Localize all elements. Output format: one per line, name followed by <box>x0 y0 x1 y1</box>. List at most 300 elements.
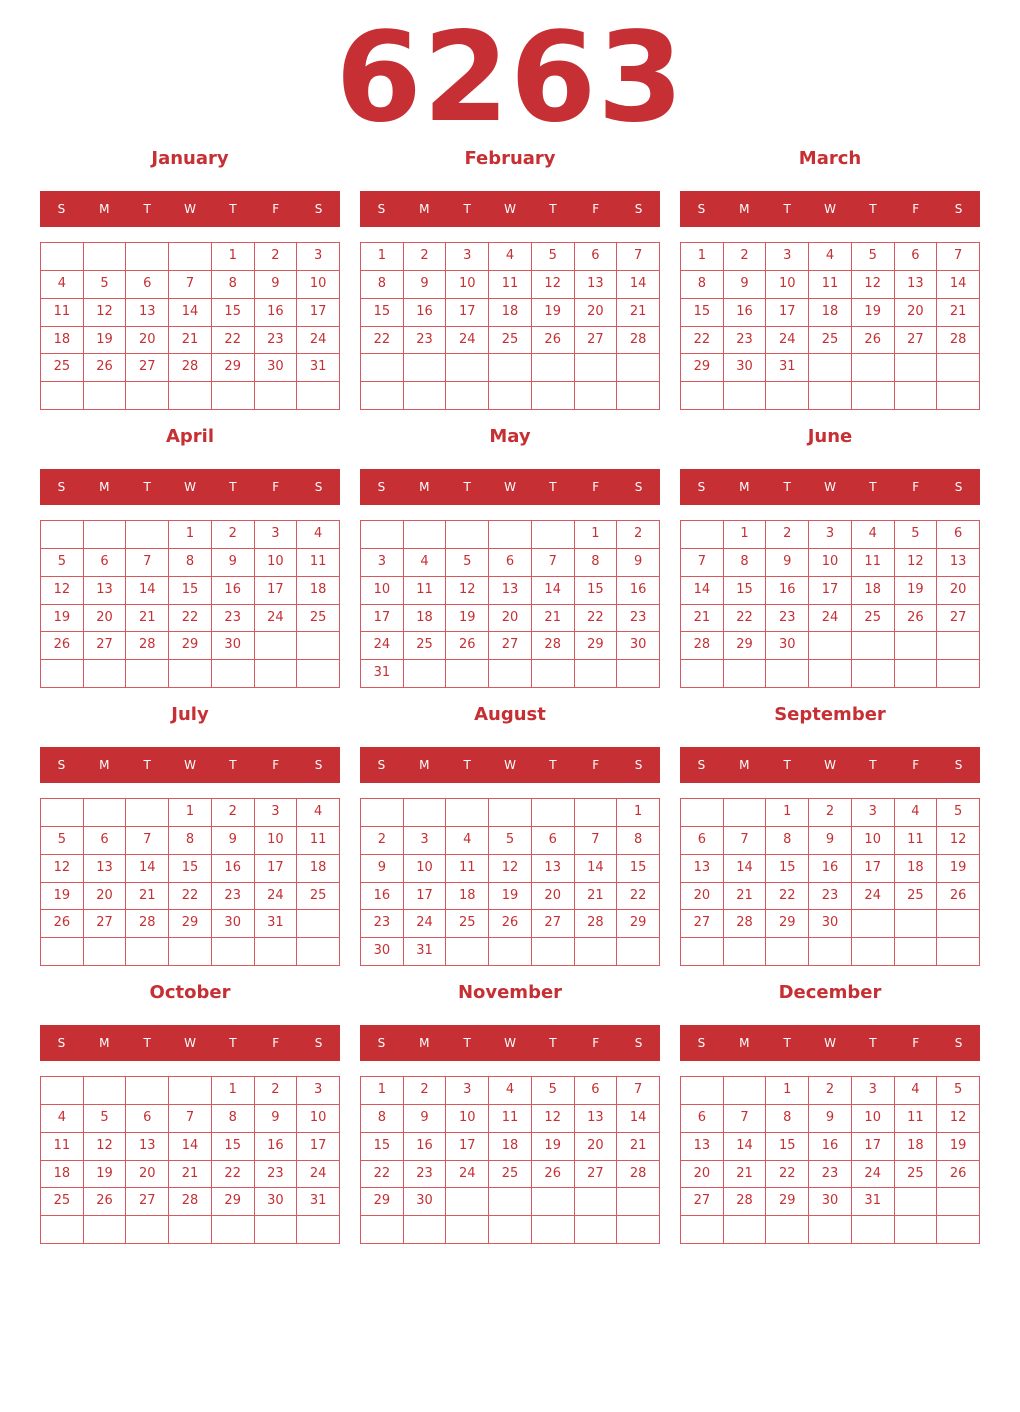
day-cell: 1 <box>212 1077 255 1105</box>
day-cell: 31 <box>255 910 298 938</box>
day-cell: 2 <box>766 521 809 549</box>
empty-day-cell <box>169 1216 212 1244</box>
day-cell: 6 <box>681 1105 724 1133</box>
empty-day-cell <box>404 660 447 688</box>
weekday-label: T <box>143 202 151 216</box>
day-cell: 7 <box>126 827 169 855</box>
day-cell: 25 <box>489 1161 532 1189</box>
day-cell: 6 <box>489 549 532 577</box>
day-cell: 12 <box>41 855 84 883</box>
day-cell: 21 <box>532 605 575 633</box>
day-cell: 23 <box>809 883 852 911</box>
day-cell: 8 <box>212 1105 255 1133</box>
day-cell: 22 <box>724 605 767 633</box>
day-cell: 5 <box>84 271 127 299</box>
day-cell: 2 <box>724 243 767 271</box>
day-cell: 20 <box>575 299 618 327</box>
day-cell: 20 <box>895 299 938 327</box>
weekday-label: W <box>824 202 836 216</box>
empty-day-cell <box>41 660 84 688</box>
day-cell: 21 <box>126 883 169 911</box>
day-cell: 26 <box>532 1161 575 1189</box>
empty-day-cell <box>84 660 127 688</box>
day-cell: 2 <box>809 1077 852 1105</box>
weekday-label: S <box>697 480 706 494</box>
weekday-label: F <box>592 758 600 772</box>
weekday-label: S <box>377 758 386 772</box>
weekday-label: F <box>592 480 600 494</box>
day-cell: 2 <box>255 243 298 271</box>
weekday-label: S <box>954 480 963 494</box>
weekday-label: F <box>912 1036 920 1050</box>
empty-day-cell <box>681 660 724 688</box>
empty-day-cell <box>852 632 895 660</box>
day-cell: 22 <box>212 327 255 355</box>
empty-day-cell <box>126 382 169 410</box>
weekday-label: T <box>229 758 237 772</box>
empty-day-cell <box>937 938 980 966</box>
day-cell: 9 <box>255 1105 298 1133</box>
empty-day-cell <box>895 1188 938 1216</box>
day-cell: 31 <box>361 660 404 688</box>
day-cell: 7 <box>724 827 767 855</box>
day-cell: 11 <box>446 855 489 883</box>
empty-day-cell <box>255 938 298 966</box>
day-cell: 15 <box>212 299 255 327</box>
day-cell: 20 <box>126 327 169 355</box>
day-cell: 16 <box>255 1133 298 1161</box>
weekday-label: T <box>549 202 557 216</box>
day-cell: 23 <box>617 605 660 633</box>
day-grid <box>360 242 660 410</box>
empty-day-cell <box>41 382 84 410</box>
weekday-label: S <box>954 202 963 216</box>
day-cell: 7 <box>617 243 660 271</box>
day-cell: 11 <box>297 827 340 855</box>
day-cell: 8 <box>361 271 404 299</box>
day-cell: 1 <box>212 243 255 271</box>
empty-day-cell <box>937 910 980 938</box>
day-cell: 14 <box>724 855 767 883</box>
day-cell: 13 <box>575 1105 618 1133</box>
weekday-label: M <box>419 480 430 494</box>
day-cell: 14 <box>126 855 169 883</box>
day-cell: 28 <box>126 632 169 660</box>
day-cell: 20 <box>681 883 724 911</box>
weekday-header <box>360 747 660 783</box>
empty-day-cell <box>404 382 447 410</box>
empty-day-cell <box>489 660 532 688</box>
empty-day-cell <box>489 354 532 382</box>
empty-day-cell <box>895 660 938 688</box>
month-name: September <box>774 704 886 725</box>
day-cell: 24 <box>297 1161 340 1189</box>
day-cell: 13 <box>84 577 127 605</box>
day-cell: 29 <box>212 1188 255 1216</box>
day-cell: 2 <box>809 799 852 827</box>
empty-day-cell <box>212 938 255 966</box>
day-cell: 22 <box>766 1161 809 1189</box>
empty-day-cell <box>255 660 298 688</box>
day-cell: 25 <box>41 354 84 382</box>
day-cell: 2 <box>212 799 255 827</box>
day-cell: 31 <box>404 938 447 966</box>
day-cell: 9 <box>809 1105 852 1133</box>
empty-day-cell <box>617 1188 660 1216</box>
day-cell: 30 <box>724 354 767 382</box>
weekday-label: S <box>314 480 323 494</box>
day-cell: 12 <box>937 1105 980 1133</box>
day-cell: 11 <box>852 549 895 577</box>
empty-day-cell <box>532 382 575 410</box>
weekday-label: M <box>739 758 750 772</box>
day-cell: 10 <box>852 1105 895 1133</box>
day-cell: 23 <box>404 1161 447 1189</box>
day-cell: 29 <box>766 910 809 938</box>
day-cell: 22 <box>169 605 212 633</box>
weekday-label: M <box>99 758 110 772</box>
day-cell: 9 <box>809 827 852 855</box>
day-cell: 29 <box>169 910 212 938</box>
day-cell: 3 <box>446 243 489 271</box>
weekday-header <box>40 469 340 505</box>
empty-day-cell <box>41 799 84 827</box>
empty-day-cell <box>41 1077 84 1105</box>
day-cell: 27 <box>681 910 724 938</box>
empty-day-cell <box>895 632 938 660</box>
day-cell: 9 <box>212 827 255 855</box>
empty-day-cell <box>617 660 660 688</box>
day-cell: 5 <box>532 1077 575 1105</box>
day-grid <box>680 520 980 688</box>
day-cell: 23 <box>255 1161 298 1189</box>
empty-day-cell <box>255 1216 298 1244</box>
day-cell: 8 <box>617 827 660 855</box>
day-cell: 3 <box>297 1077 340 1105</box>
day-cell: 15 <box>617 855 660 883</box>
weekday-label: S <box>377 480 386 494</box>
day-cell: 1 <box>766 799 809 827</box>
weekday-label: M <box>739 202 750 216</box>
day-cell: 25 <box>489 327 532 355</box>
day-cell: 11 <box>489 271 532 299</box>
day-cell: 6 <box>84 827 127 855</box>
weekday-label: T <box>143 1036 151 1050</box>
empty-day-cell <box>489 799 532 827</box>
day-cell: 19 <box>41 883 84 911</box>
day-cell: 4 <box>489 1077 532 1105</box>
weekday-label: M <box>419 1036 430 1050</box>
weekday-label: W <box>504 1036 516 1050</box>
day-cell: 16 <box>255 299 298 327</box>
day-cell: 25 <box>297 883 340 911</box>
day-cell: 11 <box>404 577 447 605</box>
day-cell: 25 <box>41 1188 84 1216</box>
day-cell: 19 <box>937 855 980 883</box>
day-cell: 6 <box>937 521 980 549</box>
day-cell: 23 <box>212 605 255 633</box>
month-name: April <box>165 426 215 447</box>
day-cell: 15 <box>575 577 618 605</box>
weekday-label: W <box>184 202 196 216</box>
day-cell: 12 <box>84 1133 127 1161</box>
weekday-label: T <box>549 480 557 494</box>
day-cell: 5 <box>84 1105 127 1133</box>
day-cell: 31 <box>297 1188 340 1216</box>
day-cell: 12 <box>489 855 532 883</box>
day-cell: 18 <box>297 855 340 883</box>
empty-day-cell <box>212 660 255 688</box>
empty-day-cell <box>809 354 852 382</box>
day-cell: 23 <box>212 883 255 911</box>
weekday-label: F <box>592 202 600 216</box>
empty-day-cell <box>681 938 724 966</box>
weekday-label: S <box>377 1036 386 1050</box>
weekday-label: T <box>143 758 151 772</box>
day-cell: 16 <box>404 299 447 327</box>
empty-day-cell <box>937 660 980 688</box>
day-cell: 27 <box>575 1161 618 1189</box>
day-cell: 14 <box>532 577 575 605</box>
day-cell: 14 <box>681 577 724 605</box>
day-cell: 14 <box>169 299 212 327</box>
weekday-label: M <box>99 1036 110 1050</box>
day-cell: 28 <box>575 910 618 938</box>
day-cell: 17 <box>809 577 852 605</box>
day-cell: 18 <box>446 883 489 911</box>
day-cell: 26 <box>84 354 127 382</box>
weekday-label: S <box>954 758 963 772</box>
day-cell: 30 <box>809 1188 852 1216</box>
day-cell: 4 <box>489 243 532 271</box>
empty-day-cell <box>41 521 84 549</box>
empty-day-cell <box>404 799 447 827</box>
day-cell: 16 <box>212 855 255 883</box>
weekday-label: W <box>824 480 836 494</box>
day-cell: 1 <box>361 1077 404 1105</box>
day-cell: 8 <box>169 549 212 577</box>
weekday-label: T <box>549 758 557 772</box>
day-cell: 16 <box>212 577 255 605</box>
day-cell: 26 <box>532 327 575 355</box>
day-grid <box>360 798 660 966</box>
day-cell: 29 <box>212 354 255 382</box>
day-cell: 15 <box>766 1133 809 1161</box>
empty-day-cell <box>489 382 532 410</box>
weekday-label: T <box>229 480 237 494</box>
day-cell: 29 <box>681 354 724 382</box>
day-cell: 11 <box>41 299 84 327</box>
day-cell: 22 <box>361 327 404 355</box>
weekday-label: T <box>783 202 791 216</box>
empty-day-cell <box>852 660 895 688</box>
day-cell: 23 <box>361 910 404 938</box>
day-cell: 1 <box>361 243 404 271</box>
day-cell: 21 <box>169 1161 212 1189</box>
empty-day-cell <box>532 521 575 549</box>
day-cell: 26 <box>895 605 938 633</box>
weekday-label: T <box>869 202 877 216</box>
day-cell: 4 <box>852 521 895 549</box>
day-cell: 30 <box>255 1188 298 1216</box>
day-cell: 15 <box>169 577 212 605</box>
day-cell: 23 <box>724 327 767 355</box>
day-grid <box>680 1076 980 1244</box>
empty-day-cell <box>809 382 852 410</box>
weekday-label: T <box>783 1036 791 1050</box>
day-cell: 10 <box>809 549 852 577</box>
empty-day-cell <box>724 799 767 827</box>
month-name: June <box>807 426 853 447</box>
empty-day-cell <box>212 382 255 410</box>
day-cell: 16 <box>361 883 404 911</box>
empty-day-cell <box>575 938 618 966</box>
day-grid <box>40 798 340 966</box>
weekday-label: S <box>634 758 643 772</box>
day-cell: 10 <box>446 271 489 299</box>
day-cell: 22 <box>681 327 724 355</box>
day-cell: 1 <box>169 521 212 549</box>
weekday-label: W <box>504 480 516 494</box>
day-cell: 4 <box>41 1105 84 1133</box>
empty-day-cell <box>361 354 404 382</box>
day-cell: 14 <box>575 855 618 883</box>
day-cell: 21 <box>126 605 169 633</box>
day-cell: 13 <box>681 855 724 883</box>
day-cell: 27 <box>489 632 532 660</box>
day-cell: 9 <box>212 549 255 577</box>
weekday-label: W <box>504 758 516 772</box>
day-grid <box>40 242 340 410</box>
day-cell: 16 <box>617 577 660 605</box>
weekday-label: T <box>143 480 151 494</box>
day-cell: 24 <box>404 910 447 938</box>
day-cell: 9 <box>404 271 447 299</box>
weekday-label: T <box>783 758 791 772</box>
day-cell: 20 <box>84 605 127 633</box>
day-cell: 19 <box>84 327 127 355</box>
weekday-label: T <box>869 1036 877 1050</box>
empty-day-cell <box>809 1216 852 1244</box>
month-name: August <box>474 704 546 725</box>
day-cell: 9 <box>724 271 767 299</box>
empty-day-cell <box>766 382 809 410</box>
day-cell: 21 <box>724 883 767 911</box>
day-cell: 12 <box>532 1105 575 1133</box>
day-cell: 1 <box>681 243 724 271</box>
day-cell: 17 <box>766 299 809 327</box>
empty-day-cell <box>532 938 575 966</box>
day-cell: 17 <box>297 1133 340 1161</box>
day-cell: 16 <box>809 855 852 883</box>
day-cell: 20 <box>126 1161 169 1189</box>
day-cell: 21 <box>617 1133 660 1161</box>
day-cell: 1 <box>766 1077 809 1105</box>
day-cell: 10 <box>255 827 298 855</box>
empty-day-cell <box>766 660 809 688</box>
day-cell: 4 <box>41 271 84 299</box>
day-cell: 12 <box>446 577 489 605</box>
weekday-label: W <box>184 1036 196 1050</box>
day-cell: 28 <box>532 632 575 660</box>
day-cell: 19 <box>895 577 938 605</box>
empty-day-cell <box>84 799 127 827</box>
day-cell: 23 <box>404 327 447 355</box>
day-cell: 8 <box>212 271 255 299</box>
day-cell: 18 <box>41 327 84 355</box>
empty-day-cell <box>446 1188 489 1216</box>
empty-day-cell <box>446 799 489 827</box>
month-name: July <box>171 704 209 725</box>
day-cell: 2 <box>617 521 660 549</box>
empty-day-cell <box>937 632 980 660</box>
day-cell: 24 <box>809 605 852 633</box>
weekday-label: F <box>272 202 280 216</box>
empty-day-cell <box>169 243 212 271</box>
day-cell: 9 <box>404 1105 447 1133</box>
weekday-label: S <box>697 758 706 772</box>
empty-day-cell <box>361 521 404 549</box>
day-cell: 4 <box>895 799 938 827</box>
empty-day-cell <box>169 938 212 966</box>
day-cell: 30 <box>809 910 852 938</box>
day-cell: 5 <box>41 827 84 855</box>
empty-day-cell <box>84 243 127 271</box>
day-cell: 14 <box>126 577 169 605</box>
empty-day-cell <box>126 243 169 271</box>
day-cell: 24 <box>361 632 404 660</box>
day-cell: 15 <box>361 1133 404 1161</box>
day-cell: 7 <box>169 1105 212 1133</box>
month-name: November <box>457 982 563 1003</box>
day-cell: 3 <box>255 799 298 827</box>
empty-day-cell <box>895 1216 938 1244</box>
day-cell: 12 <box>41 577 84 605</box>
day-cell: 13 <box>84 855 127 883</box>
day-cell: 23 <box>766 605 809 633</box>
day-cell: 1 <box>724 521 767 549</box>
day-cell: 18 <box>404 605 447 633</box>
empty-day-cell <box>446 382 489 410</box>
weekday-header <box>680 1025 980 1061</box>
empty-day-cell <box>446 354 489 382</box>
month-name: February <box>464 148 556 169</box>
empty-day-cell <box>84 521 127 549</box>
day-cell: 24 <box>297 327 340 355</box>
weekday-label: M <box>99 480 110 494</box>
day-cell: 8 <box>681 271 724 299</box>
day-cell: 20 <box>937 577 980 605</box>
day-cell: 11 <box>297 549 340 577</box>
day-cell: 4 <box>297 521 340 549</box>
day-grid <box>360 520 660 688</box>
empty-day-cell <box>404 354 447 382</box>
empty-day-cell <box>84 1216 127 1244</box>
day-cell: 2 <box>212 521 255 549</box>
day-cell: 15 <box>212 1133 255 1161</box>
weekday-label: W <box>184 480 196 494</box>
day-cell: 28 <box>681 632 724 660</box>
day-cell: 6 <box>84 549 127 577</box>
day-cell: 17 <box>404 883 447 911</box>
empty-day-cell <box>575 660 618 688</box>
day-cell: 11 <box>895 827 938 855</box>
empty-day-cell <box>532 354 575 382</box>
day-cell: 22 <box>361 1161 404 1189</box>
day-cell: 28 <box>937 327 980 355</box>
day-cell: 21 <box>575 883 618 911</box>
empty-day-cell <box>809 938 852 966</box>
